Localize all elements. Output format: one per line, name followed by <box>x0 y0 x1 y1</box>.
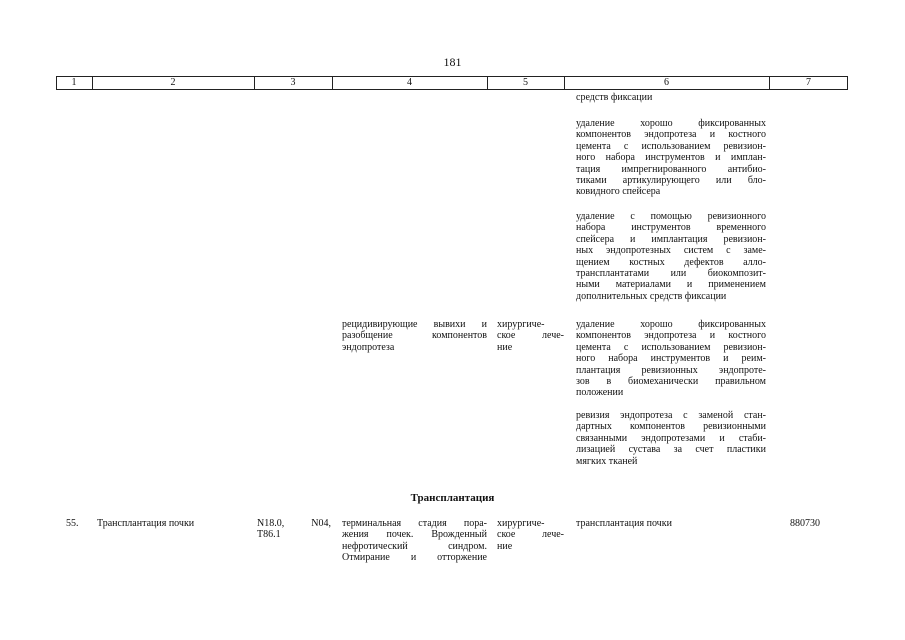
text-line: щением костных дефектов алло- <box>576 256 766 268</box>
text-line: N18.0, N04, <box>257 518 331 529</box>
text-line: дополнительных средств фиксации <box>576 290 727 302</box>
header-col-5: 5 <box>523 77 528 88</box>
text-line: рецидивирующие вывихи и <box>342 319 487 330</box>
method-block-3 <box>576 211 766 302</box>
text-line: T86.1 <box>257 529 281 541</box>
text-line: дартных компонентов ревизионными <box>576 421 766 433</box>
text-line: цемента с использованием ревизион- <box>576 140 766 152</box>
method-block-5 <box>576 410 766 467</box>
patient-model-cell <box>342 319 487 353</box>
text-line: нефротический синдром. <box>342 540 487 552</box>
text-line: ние <box>497 540 513 552</box>
text-line: цемента с использованием ревизион- <box>576 341 766 353</box>
text-line: удаление с помощью ревизионного <box>576 211 766 222</box>
text-line: удаление хорошо фиксированных <box>576 118 766 129</box>
icd-codes-cell <box>257 518 331 541</box>
text-line: лизацией сустава за счет пластики <box>576 444 766 456</box>
treatment-type-cell <box>497 518 564 552</box>
intervention-name: Трансплантация почки <box>97 518 195 529</box>
row-number: 55. <box>66 518 79 529</box>
header-col-1: 1 <box>71 77 77 88</box>
text-line: ными материалами и применением <box>576 279 766 291</box>
text-line: связанными эндопротезами и стаби- <box>576 432 766 444</box>
header-col-2: 2 <box>170 77 176 88</box>
header-col-6: 6 <box>664 77 669 88</box>
norm-cost: 880730 <box>790 518 820 529</box>
text-line: хирургиче- <box>497 518 545 529</box>
text-line: хирургиче- <box>497 319 545 330</box>
text-line: тиками артикулирующего или бло- <box>576 175 766 187</box>
text-line: плантация ревизионных эндопроте- <box>576 364 766 376</box>
method-block-4 <box>576 319 766 399</box>
text-line: ское лече- <box>497 529 564 541</box>
text-line: ревизия эндопротеза с заменой стан- <box>576 410 766 421</box>
header-col-3: 3 <box>290 77 296 88</box>
text-line: ного набора инструментов и реим- <box>576 353 766 365</box>
text-line: набора инструментов временного <box>576 222 766 234</box>
table-header-row <box>56 76 848 90</box>
text-line: терминальная стадия пора- <box>342 518 487 529</box>
text-line: трансплантатами или биокомпозит- <box>576 268 766 280</box>
text-line: эндопротеза <box>342 341 395 353</box>
treatment-type-cell <box>497 319 564 353</box>
text-line: положении <box>576 387 624 399</box>
text-line: ское лече- <box>497 330 564 342</box>
treatment-method: трансплантация почки <box>576 518 672 529</box>
text-line: ние <box>497 341 513 353</box>
header-col-7: 7 <box>806 77 811 88</box>
text-line: ного набора инструментов и имплан- <box>576 152 766 164</box>
text-line: удаление хорошо фиксированных <box>576 319 766 330</box>
header-col-4: 4 <box>407 77 412 88</box>
section-title: Трансплантация <box>410 492 495 504</box>
text-line: средств фиксации <box>576 92 653 103</box>
text-line: Отмирание и отторжение <box>342 552 487 564</box>
text-line: жения почек. Врожденный <box>342 529 487 541</box>
text-line: компонентов эндопротеза и костного <box>576 129 766 141</box>
column-divider <box>847 77 848 89</box>
text-line: ковидного спейсера <box>576 186 661 198</box>
text-line: компонентов эндопротеза и костного <box>576 330 766 342</box>
method-block-2 <box>576 118 766 198</box>
page-number: 181 <box>443 55 462 69</box>
text-line: зов в биомеханически правильном <box>576 376 766 388</box>
text-line: мягких тканей <box>576 455 638 467</box>
patient-model-cell <box>342 518 487 564</box>
text-line: ных эндопротезных систем с заме- <box>576 245 766 257</box>
text-line: спейсера и имплантация ревизион- <box>576 233 766 245</box>
text-line: разобщение компонентов <box>342 330 487 342</box>
method-block-1 <box>576 92 766 103</box>
text-line: тация импрегнированного антибио- <box>576 163 766 175</box>
